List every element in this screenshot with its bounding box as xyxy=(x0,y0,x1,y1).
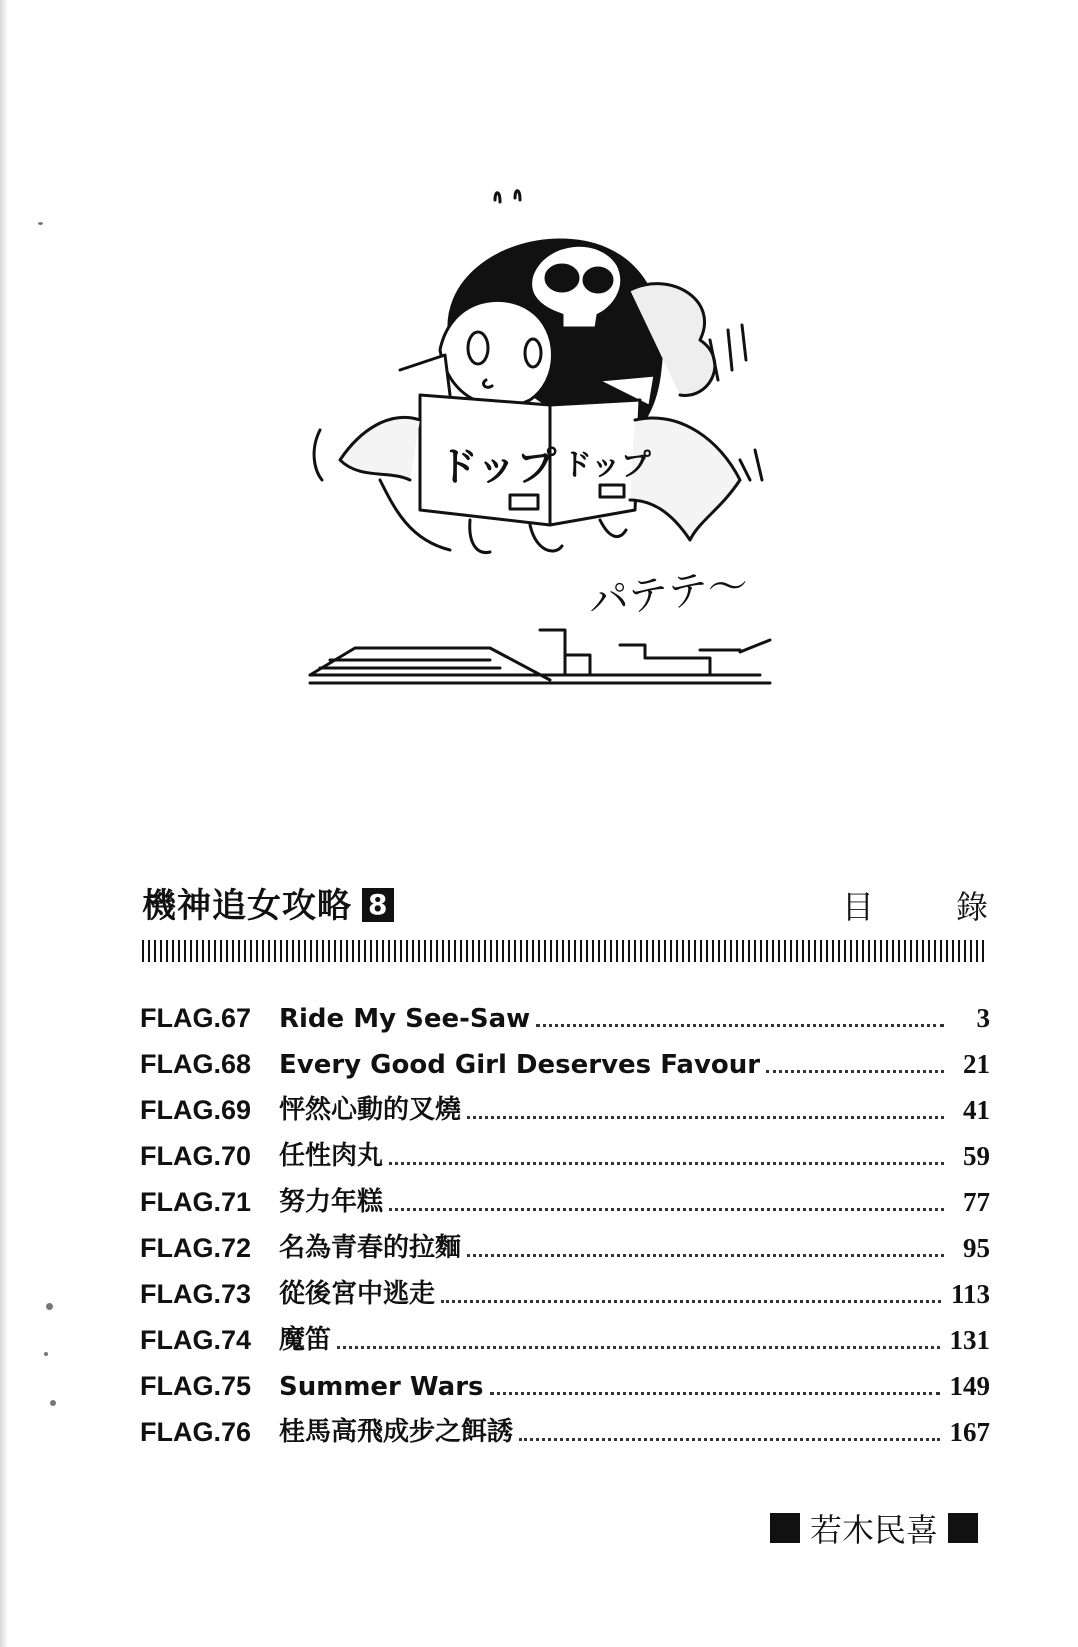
chapter-title: 魔笛 xyxy=(279,1325,332,1355)
toc-entry[interactable] xyxy=(140,1264,990,1310)
chapter-title: 從後宮中逃走 xyxy=(279,1279,436,1309)
series-title: 機神追女攻略 8 xyxy=(142,878,394,927)
dot-leader xyxy=(467,1116,944,1119)
chibi-girl-in-box-illustration xyxy=(300,180,820,740)
volume-badge: 8 xyxy=(362,888,394,922)
chapter-number: FLAG.76 xyxy=(140,1417,252,1447)
chapter-number: FLAG.75 xyxy=(140,1371,252,1401)
chapter-title: 努力年糕 xyxy=(279,1187,384,1217)
dot-leader xyxy=(389,1208,944,1211)
chapter-number: FLAG.73 xyxy=(140,1279,252,1309)
sound-effect-text: パテテ〜 xyxy=(586,562,751,625)
toc-entry[interactable] xyxy=(140,1218,990,1264)
box-label-front: ドップ xyxy=(438,444,557,490)
chapter-title: 名為青春的拉麵 xyxy=(279,1233,462,1263)
dot-leader xyxy=(519,1438,939,1441)
box-label-side: ドップ xyxy=(562,448,651,483)
toc-entry[interactable] xyxy=(140,1402,990,1448)
chapter-number: FLAG.71 xyxy=(140,1187,252,1217)
toc-entry[interactable] xyxy=(140,1310,990,1356)
dot-leader xyxy=(490,1392,940,1395)
chapter-title: Every Good Girl Deserves Favour xyxy=(279,1050,761,1080)
dot-leader xyxy=(467,1254,944,1257)
chapter-title: 怦然心動的叉燒 xyxy=(279,1095,462,1125)
page-number: 149 xyxy=(949,1371,990,1401)
table-of-contents xyxy=(140,988,990,1448)
dot-leader xyxy=(536,1024,944,1027)
toc-entry[interactable] xyxy=(140,1034,990,1080)
author-credit xyxy=(760,1505,988,1551)
chapter-number: FLAG.72 xyxy=(140,1233,252,1263)
chapter-number: FLAG.69 xyxy=(140,1095,252,1125)
page-number: 3 xyxy=(976,1003,990,1033)
dot-leader xyxy=(389,1162,944,1165)
chapter-number: FLAG.70 xyxy=(140,1141,252,1171)
toc-entry[interactable] xyxy=(140,1172,990,1218)
toc-heading xyxy=(142,878,1024,928)
chapter-title: 任性肉丸 xyxy=(279,1141,384,1171)
chapter-title: Summer Wars xyxy=(279,1372,484,1402)
chapter-number: FLAG.68 xyxy=(140,1049,252,1079)
page-number: 41 xyxy=(963,1095,990,1125)
dot-leader xyxy=(337,1346,939,1349)
chapter-number: FLAG.74 xyxy=(140,1325,252,1355)
author-name: 若木民喜 xyxy=(809,1511,938,1549)
toc-entry[interactable] xyxy=(140,1126,990,1172)
dot-leader xyxy=(766,1070,944,1073)
chapter-title: 桂馬高飛成步之餌誘 xyxy=(279,1417,514,1447)
page-number: 21 xyxy=(963,1049,990,1079)
page-edge-shadow xyxy=(0,0,8,1647)
toc-entry[interactable] xyxy=(140,1080,990,1126)
chapter-title: Ride My See-Saw xyxy=(279,1004,531,1034)
dot-leader xyxy=(441,1300,941,1303)
tick-rule-divider xyxy=(142,940,988,962)
chapter-number: FLAG.67 xyxy=(140,1003,252,1033)
black-square-icon xyxy=(770,1513,800,1543)
page-number: 95 xyxy=(963,1233,990,1263)
page-number: 113 xyxy=(950,1279,990,1309)
page-number: 59 xyxy=(963,1141,990,1171)
black-square-icon xyxy=(948,1513,978,1543)
toc-entry[interactable] xyxy=(140,988,990,1034)
page-number: 77 xyxy=(963,1187,990,1217)
page-number: 131 xyxy=(949,1325,990,1355)
toc-entry[interactable] xyxy=(140,1356,990,1402)
table-of-contents-label: 目 錄 xyxy=(841,888,1024,926)
page-number: 167 xyxy=(949,1417,990,1447)
